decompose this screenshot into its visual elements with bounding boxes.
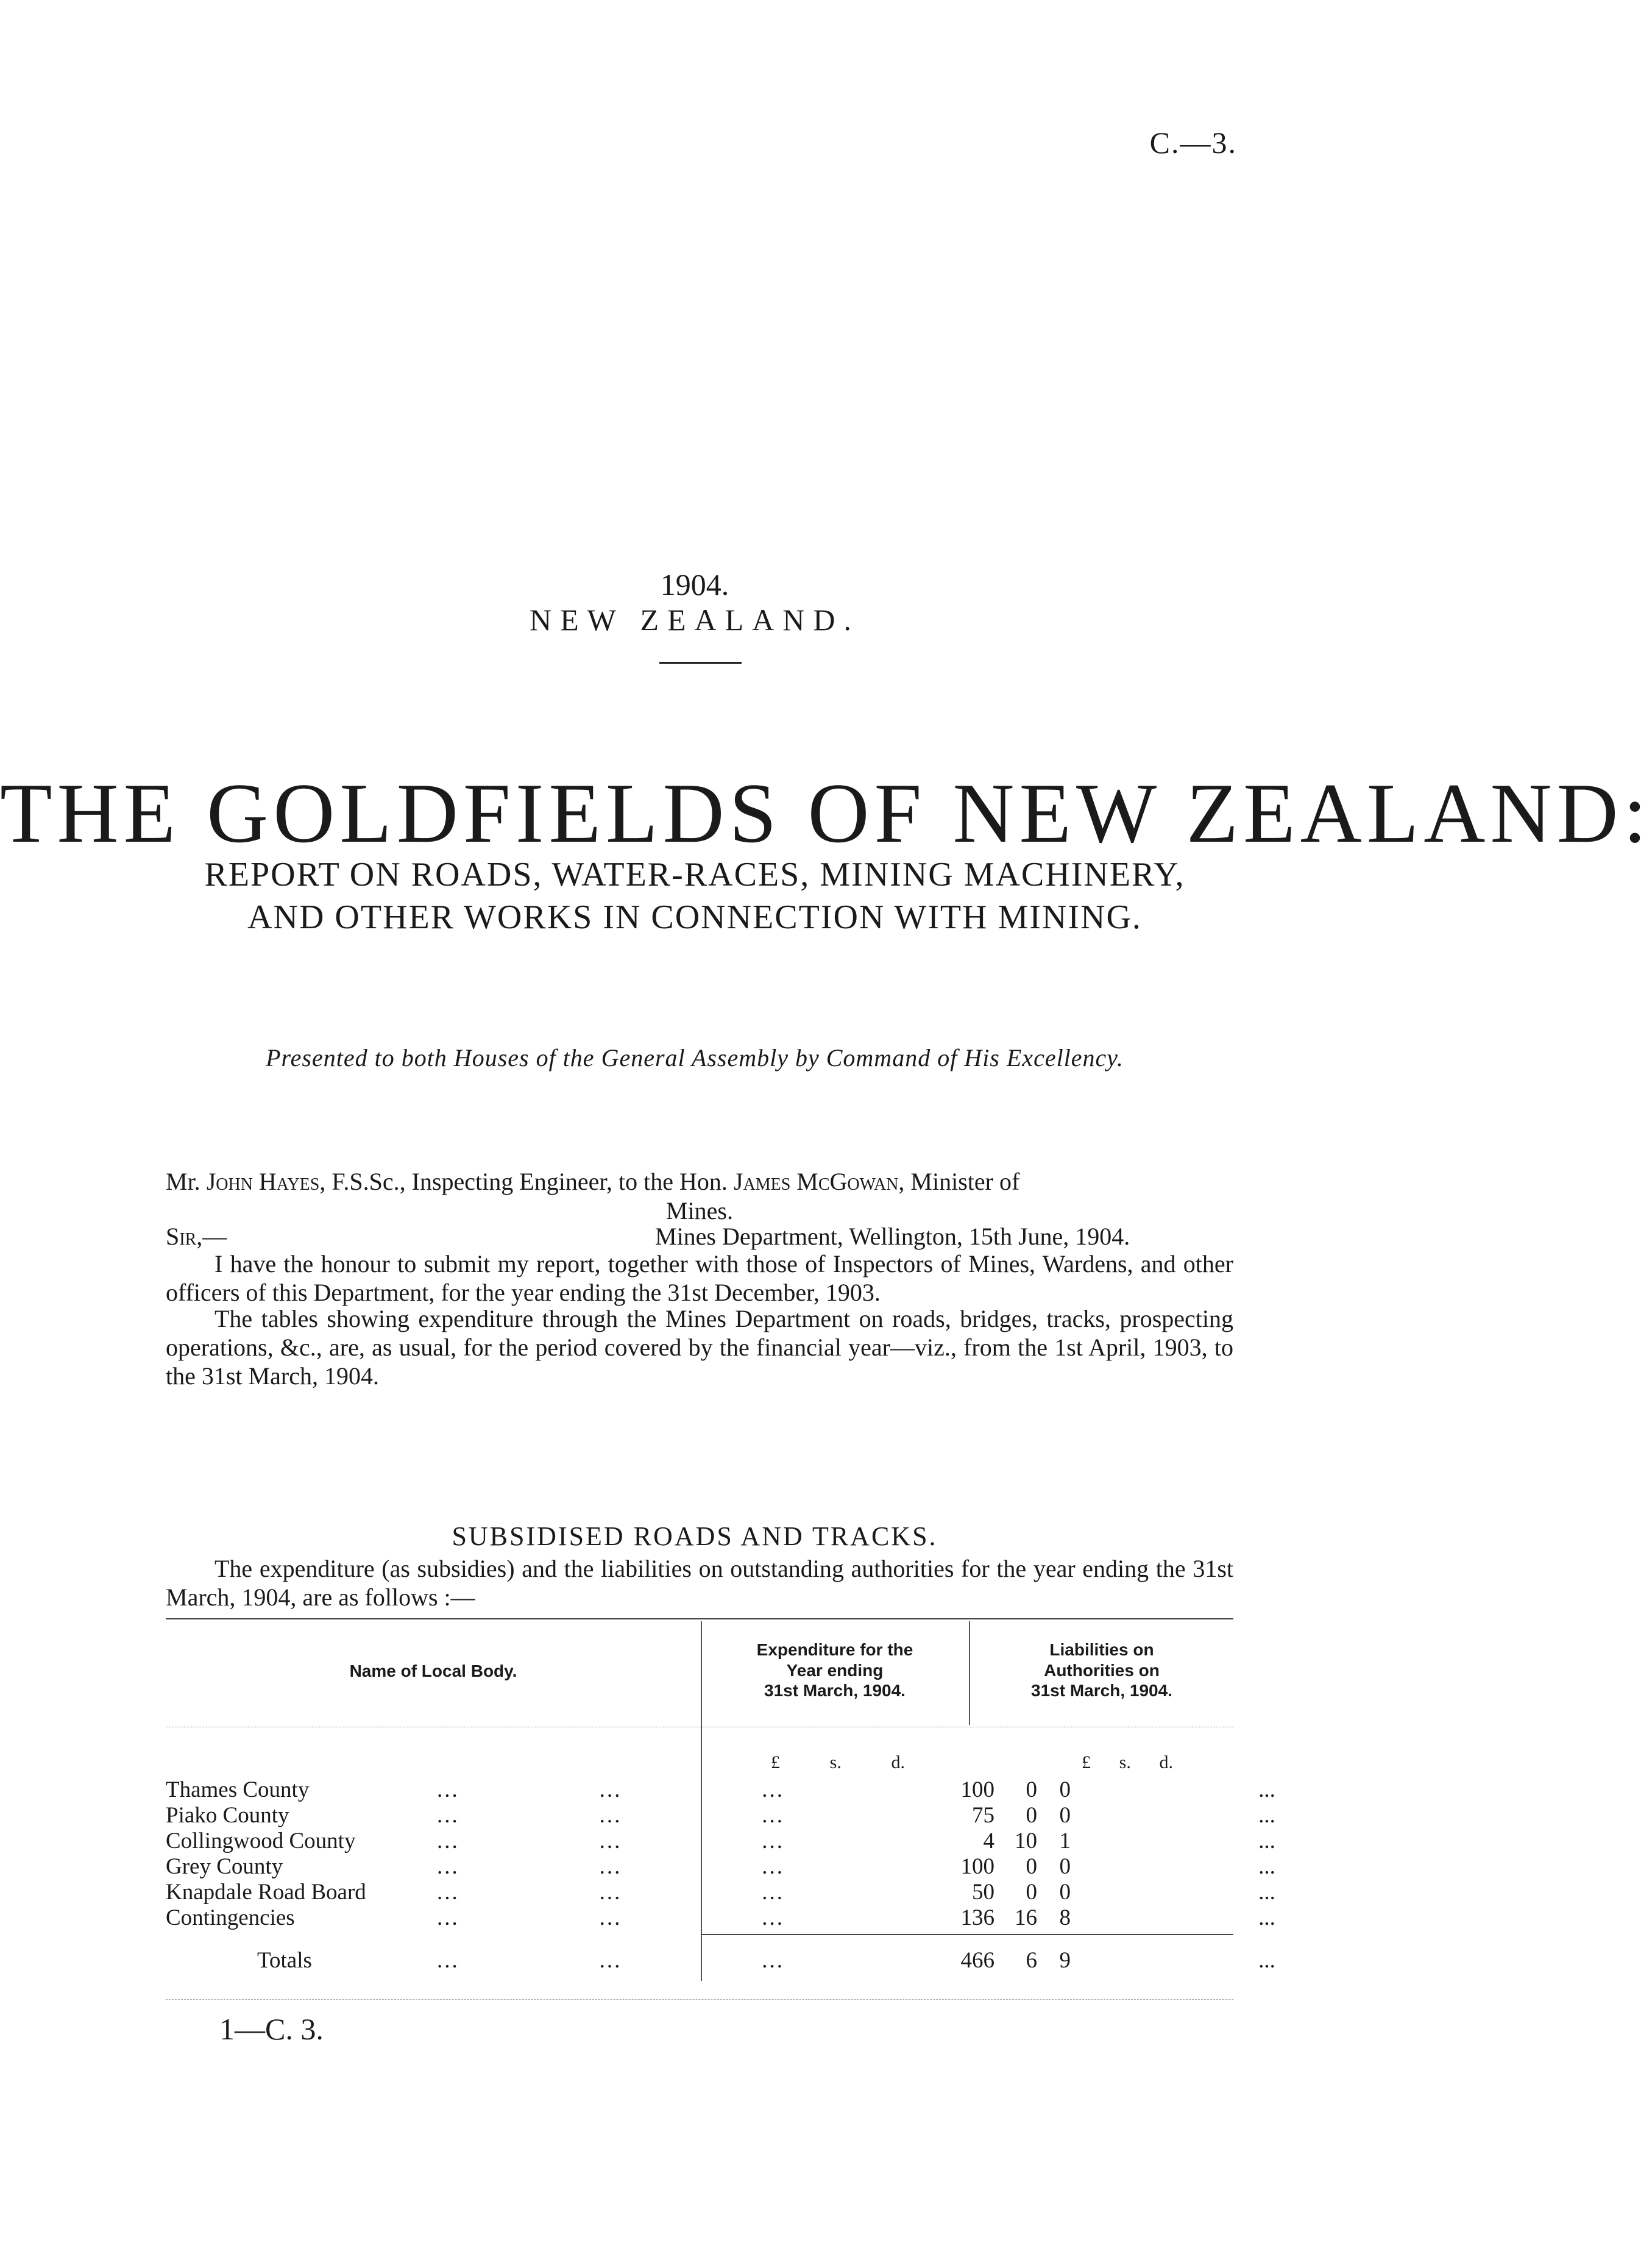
dots: ... <box>762 1803 785 1828</box>
leader-dots <box>367 1828 854 1854</box>
subtitle-line-1: REPORT ON ROADS, WATER-RACES, MINING MACHINERY, <box>204 856 1185 894</box>
pounds: 100 <box>960 1777 994 1802</box>
column-header-liabilities <box>970 1640 1233 1701</box>
table-row <box>166 1879 1275 1905</box>
section-title: SUBSIDISED ROADS AND TRACKS. <box>452 1521 938 1551</box>
pence: 0 <box>1059 1777 1071 1802</box>
dots: ... <box>436 1777 459 1802</box>
subtitle <box>0 853 1389 939</box>
dots: ... <box>436 1905 459 1930</box>
liability-amount: ... <box>1258 1880 1275 1905</box>
leader-dots <box>367 1802 854 1828</box>
pounds: 100 <box>960 1854 994 1879</box>
table-row <box>166 1905 1275 1930</box>
subtitle-line-2: AND OTHER WORKS IN CONNECTION WITH MINING. <box>247 898 1142 936</box>
dots: ... <box>436 1828 459 1853</box>
footer-rule <box>166 1999 1233 2000</box>
to-description-continued: Mines. <box>666 1197 733 1224</box>
leader-dots <box>367 1947 854 1974</box>
expenditure-amount <box>924 1879 1089 1905</box>
dots: ... <box>599 1880 622 1905</box>
pence: 0 <box>1059 1854 1071 1879</box>
dots: ... <box>762 1880 785 1905</box>
dots: ... <box>762 1948 785 1973</box>
report-year: 1904. <box>660 567 729 602</box>
leader-dots <box>367 1853 854 1880</box>
header-line: Authorities on <box>1044 1660 1160 1680</box>
table-row <box>166 1802 1275 1828</box>
shillings: 16 <box>1015 1905 1037 1930</box>
header-line: 31st March, 1904. <box>764 1681 906 1700</box>
totals-row <box>166 1947 1275 1973</box>
local-body-name: Thames County <box>166 1777 310 1802</box>
liability-amount: ... <box>1258 1905 1275 1930</box>
section-intro <box>166 1554 1233 1612</box>
intro-text: The expenditure (as subsidies) and the liabilities on outstanding authorities for the year ending the 31st March, 1904, are as follows :— <box>166 1555 1233 1612</box>
dots: ... <box>599 1777 622 1802</box>
unit-pence: d. <box>891 1752 905 1772</box>
pounds: 466 <box>960 1948 994 1973</box>
dots: ... <box>762 1828 785 1853</box>
local-body-name: Contingencies <box>166 1905 295 1930</box>
shillings: 10 <box>1015 1828 1037 1853</box>
shillings: 0 <box>1026 1803 1037 1828</box>
column-header-name: Name of Local Body. <box>349 1661 517 1680</box>
total-expenditure <box>924 1947 1089 1974</box>
liabilities-units <box>1082 1752 1173 1773</box>
from-name: John Hayes <box>206 1168 320 1195</box>
unit-pounds: £ <box>1082 1752 1091 1772</box>
department-dateline: Mines Department, Wellington, 15th June, 1904. <box>655 1223 1130 1250</box>
shillings: 0 <box>1026 1880 1037 1905</box>
dots: ... <box>436 1854 459 1879</box>
unit-shillings: s. <box>1119 1752 1131 1772</box>
letter-paragraph-1 <box>166 1249 1233 1307</box>
pence: 9 <box>1059 1948 1071 1973</box>
pence: 0 <box>1059 1880 1071 1905</box>
table-top-rule <box>166 1618 1233 1619</box>
letter-paragraph-2 <box>166 1304 1233 1391</box>
table-row <box>166 1853 1275 1879</box>
liability-amount: ... <box>1258 1828 1275 1853</box>
leader-dots <box>367 1879 854 1905</box>
pence: 1 <box>1059 1828 1071 1853</box>
pounds: 75 <box>972 1803 994 1828</box>
table-row <box>166 1828 1275 1853</box>
dots: ... <box>599 1854 622 1879</box>
dots: ... <box>762 1905 785 1930</box>
dots: ... <box>599 1803 622 1828</box>
from-description: , F.S.Sc., Inspecting Engineer, to the Hon. <box>319 1168 728 1195</box>
dots: ... <box>599 1905 622 1930</box>
header-line: Expenditure for the <box>756 1640 913 1659</box>
unit-pence: d. <box>1159 1752 1173 1772</box>
expenditure-amount <box>924 1828 1089 1854</box>
pounds: 4 <box>983 1828 994 1853</box>
header-line: Liabilities on <box>1049 1640 1154 1659</box>
unit-shillings: s. <box>829 1752 842 1772</box>
local-body-name: Knapdale Road Board <box>166 1880 366 1905</box>
expenditure-amount <box>924 1905 1089 1931</box>
header-line: 31st March, 1904. <box>1031 1681 1172 1700</box>
liability-amount: ... <box>1258 1854 1275 1879</box>
local-body-name: Piako County <box>166 1803 289 1828</box>
presented-line: Presented to both Houses of the General Assembly by Command of His Excellency. <box>266 1044 1124 1071</box>
totals-rule <box>701 1934 1233 1935</box>
totals-label: Totals <box>257 1948 312 1973</box>
header-line: Year ending <box>786 1660 884 1680</box>
leader-dots <box>367 1905 854 1931</box>
dots: ... <box>599 1828 622 1853</box>
liability-amount: ... <box>1258 1803 1275 1828</box>
pounds: 50 <box>972 1880 994 1905</box>
shillings: 0 <box>1026 1777 1037 1802</box>
to-description: , Minister of <box>898 1168 1020 1195</box>
dots: ... <box>436 1880 459 1905</box>
pounds: 136 <box>960 1905 994 1930</box>
main-title: THE GOLDFIELDS OF NEW ZEALAND: <box>0 766 1652 861</box>
dots: ... <box>436 1948 459 1973</box>
expenditure-amount <box>924 1802 1089 1828</box>
total-liability: ... <box>1258 1948 1275 1973</box>
pence: 0 <box>1059 1803 1071 1828</box>
pence: 8 <box>1059 1905 1071 1930</box>
dots: ... <box>599 1948 622 1973</box>
column-header-expenditure <box>702 1640 968 1701</box>
letter-heading <box>166 1167 1233 1226</box>
from-title: Mr. <box>166 1168 200 1195</box>
paragraph-text: The tables showing expenditure through the Mines Department on roads, bridges, tracks, prospecting operations, &c., are, as usual, for the period covered by the financial year—viz., from the 1st April, 1903, to the 31st March, 1904. <box>166 1305 1233 1390</box>
sheet-reference: 1—C. 3. <box>219 2012 324 2046</box>
table-row <box>166 1777 1275 1802</box>
country-heading: NEW ZEALAND. <box>530 603 860 637</box>
dots: ... <box>762 1777 785 1802</box>
paragraph-text: I have the honour to submit my report, together with those of Inspectors of Mines, Wardens, and other officers of this Department, for the year ending the 31st December, 1903. <box>166 1250 1233 1307</box>
shillings: 6 <box>1026 1948 1037 1973</box>
expenditure-units <box>771 1752 905 1773</box>
leader-dots <box>367 1777 854 1803</box>
liability-amount: ... <box>1258 1777 1275 1802</box>
page-reference: C.—3. <box>1149 126 1237 160</box>
letter-address-line <box>166 1167 1233 1196</box>
unit-pounds: £ <box>771 1752 780 1772</box>
salutation: Sir,— <box>166 1223 227 1250</box>
to-name: James McGowan <box>733 1168 899 1195</box>
local-body-name: Collingwood County <box>166 1828 356 1853</box>
dots: ... <box>762 1854 785 1879</box>
shillings: 0 <box>1026 1854 1037 1879</box>
dots: ... <box>436 1803 459 1828</box>
masthead-divider <box>659 662 742 664</box>
expenditure-amount <box>924 1777 1089 1803</box>
expenditure-amount <box>924 1853 1089 1880</box>
local-body-name: Grey County <box>166 1854 283 1879</box>
